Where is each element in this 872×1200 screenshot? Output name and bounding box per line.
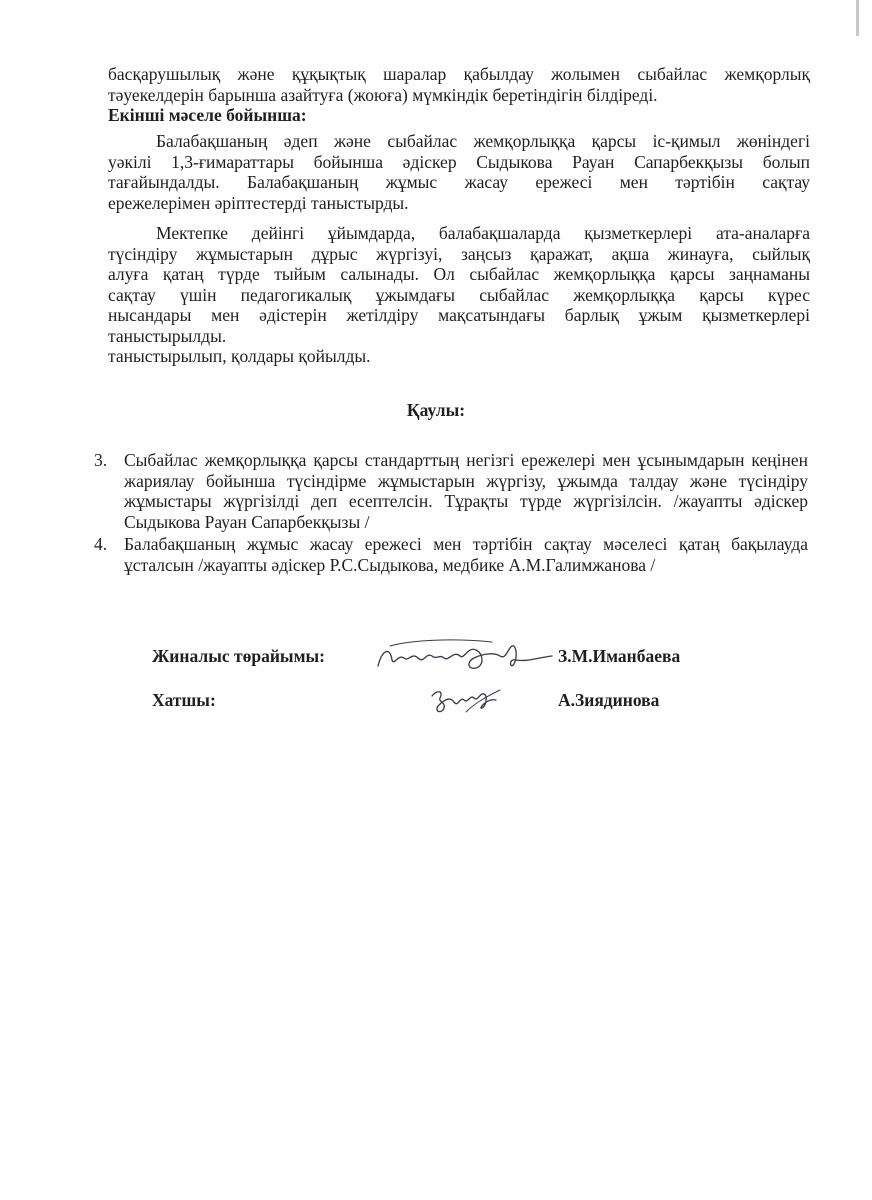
- secretary-name: А.Зиядинова: [558, 690, 660, 710]
- chair-signature-icon: [372, 636, 562, 676]
- paragraph-line: таныстырылды.: [108, 325, 227, 346]
- section-heading: Екінші мәселе бойынша:: [108, 105, 307, 125]
- resolution-item: [94, 450, 808, 532]
- paragraph-line: нысандары мен әдістерін жетілдіру мақсатындағы барлық ұжым қызметкерлері: [108, 305, 810, 325]
- secretary-signature-icon: [426, 682, 506, 718]
- chair-role-label: Жиналыс төрайымы:: [152, 646, 325, 666]
- paragraph-line: ережелерімен әріптестерді таныстырды.: [108, 192, 409, 213]
- paragraph-line: тағайындалды. Балабақшаның жұмыс жасау ережесі мен тәртібін сақтау: [108, 172, 810, 192]
- resolution-item: [94, 534, 808, 575]
- resolution-item-text: Балабақшаның жұмыс жасау ережесі мен тәртібін сақтау мәселесі қатаң бақылауда ұсталсын /жауапты әдіскер Р.С.Сыдыкова, медбике А.М.Галимжанова /: [124, 534, 808, 575]
- paragraph-line: таныстырылып, қолдары қойылды.: [108, 346, 371, 366]
- chair-name: З.М.Иманбаева: [558, 646, 681, 666]
- resolution-item-number: 4.: [94, 534, 108, 554]
- paragraph-rules: [108, 223, 810, 367]
- paragraph-line: түсіндіру жұмыстарын дұрыс жүргізуі, заңсыз қаражат, ақша жинауға, сыйлық: [108, 243, 810, 264]
- signature-row-chair: [0, 636, 872, 676]
- secretary-role-label: Хатшы:: [152, 690, 216, 710]
- intro-paragraph: [108, 64, 810, 126]
- scan-edge-mark: [856, 0, 859, 36]
- paragraph-line: Балабақшаның әдеп және сыбайлас жемқорлыққа қарсы іс-қимыл жөніндегі: [156, 131, 810, 151]
- resolution-item-text: Сыбайлас жемқорлыққа қарсы стандарттың негізгі ережелері мен ұсынымдарын кеңінен жариялау бойынша түсіндірме жұмыстарын жүргізу, ұжымда талдау және түсіндіру жұмыстары жүргізілді деп есептелсін. Тұрақты түрде жүргізілсін. /жауапты әдіскер Сыдыкова Рауан Сапарбекқызы /: [124, 450, 808, 532]
- resolution-item-number: 3.: [94, 450, 108, 470]
- paragraph-appointment: [108, 131, 810, 213]
- paragraph-line: сақтау үшін педагогикалық ұжымдағы сыбайлас жемқорлыққа қарсы күрес: [108, 284, 810, 305]
- paragraph-line: Мектепке дейінгі ұйымдарда, балабақшаларда қызметкерлері ата-аналарға: [156, 223, 810, 243]
- resolution-list: [94, 450, 808, 577]
- resolution-title: Қаулы:: [406, 400, 466, 420]
- intro-line: басқарушылық және құқықтық шаралар қабылдау жолымен сыбайлас жемқорлық: [108, 64, 810, 84]
- paragraph-line: уәкілі 1,3-ғимараттары бойынша әдіскер Сыдыкова Рауан Сапарбекқызы болып: [108, 151, 810, 172]
- signature-row-secretary: [0, 680, 872, 720]
- intro-line: тәуекелдерін барынша азайтуға (жоюға) мүмкіндік беретіндігін білдіреді.: [108, 84, 658, 105]
- paragraph-line: алуға қатаң түрде тыйым салынады. Ол сыбайлас жемқорлыққа қарсы заңнаманы: [108, 264, 810, 284]
